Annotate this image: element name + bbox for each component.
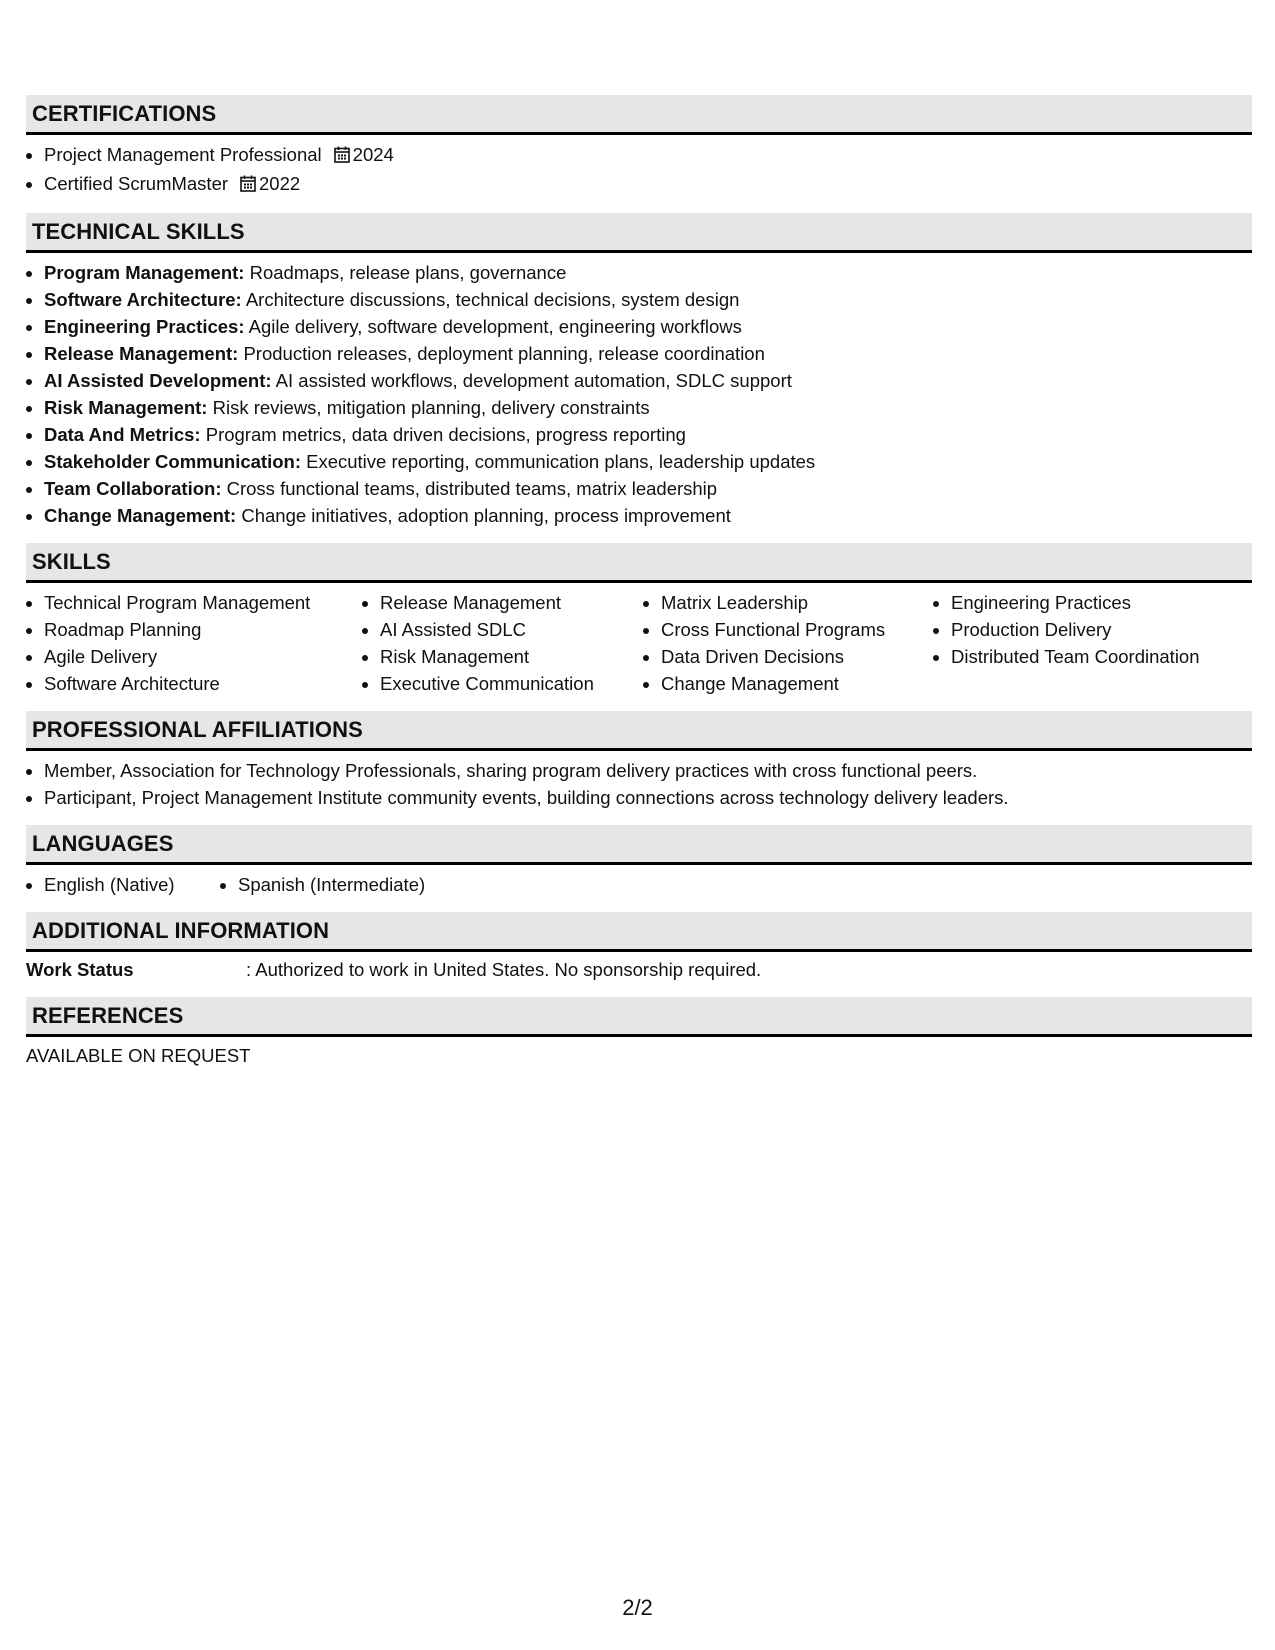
certifications-header [26, 95, 1252, 135]
skill-text: Roadmaps, release plans, governance [249, 262, 567, 283]
page-number: 2/2 [622, 1595, 653, 1620]
skill-label: Risk Management: [44, 397, 208, 418]
affiliations-section [26, 711, 1252, 811]
languages-header [26, 825, 1252, 865]
skills-column [643, 589, 933, 697]
skill-text: Architecture discussions, technical decisions, system design [245, 289, 740, 310]
skill-label: Software Architecture: [44, 289, 242, 310]
certifications-list [26, 135, 1252, 199]
languages-section [26, 825, 1252, 898]
skill-item: • Technical Program Management [44, 589, 362, 616]
technical-skills-list [26, 253, 1252, 529]
affiliations-list [26, 751, 1252, 811]
skills-column [26, 589, 362, 697]
skill-item: • Production Delivery [951, 616, 1251, 643]
skill-text: Program metrics, data driven decisions, progress reporting [205, 424, 686, 445]
skill-text: Executive reporting, communication plans, leadership updates [306, 451, 816, 472]
calendar-icon [334, 143, 350, 170]
skills-section [26, 543, 1252, 697]
technical-skill-item [44, 367, 1252, 394]
additional-info-section [26, 912, 1252, 983]
skill-item: • Executive Communication [380, 670, 643, 697]
technical-skill-item [44, 502, 1252, 529]
skill-label: Release Management: [44, 343, 239, 364]
certifications-section [26, 95, 1252, 199]
language-item: • English (Native) [44, 871, 220, 898]
technical-skill-item [44, 394, 1252, 421]
section-title: LANGUAGES [32, 830, 174, 856]
skill-item: • Release Management [380, 589, 643, 616]
skill-item: • Risk Management [380, 643, 643, 670]
work-status-value: : Authorized to work in United States. No sponsorship required. [246, 959, 762, 980]
language-item: • Spanish (Intermediate) [238, 871, 425, 898]
skill-label: Team Collaboration: [44, 478, 222, 499]
skill-item: • Engineering Practices [951, 589, 1251, 616]
affiliation-item: • Participant, Project Management Institute community events, building connections across technology delivery leaders. [44, 784, 1252, 811]
certification-name: Certified ScrumMaster [44, 173, 229, 194]
affiliation-item: • Member, Association for Technology Professionals, sharing program delivery practices with cross functional peers. [44, 757, 1252, 784]
skills-column [933, 589, 1251, 697]
skill-label: AI Assisted Development: [44, 370, 272, 391]
skill-item: • Software Architecture [44, 670, 362, 697]
skill-label: Stakeholder Communication: [44, 451, 301, 472]
skill-item: • Distributed Team Coordination [951, 643, 1251, 670]
technical-skills-section [26, 213, 1252, 529]
work-status-row [26, 952, 1252, 983]
certification-year: 2024 [352, 144, 394, 165]
skill-label: Data And Metrics: [44, 424, 201, 445]
skill-text: Change initiatives, adoption planning, process improvement [241, 505, 731, 526]
technical-skill-item [44, 259, 1252, 286]
skills-header [26, 543, 1252, 583]
skill-item: • Matrix Leadership [661, 589, 933, 616]
references-section [26, 997, 1252, 1069]
skills-column [362, 589, 643, 697]
skill-label: Engineering Practices: [44, 316, 245, 337]
section-title: CERTIFICATIONS [32, 100, 217, 126]
section-title: PROFESSIONAL AFFILIATIONS [32, 716, 363, 742]
technical-skills-header [26, 213, 1252, 253]
technical-skill-item [44, 475, 1252, 502]
certification-year: 2022 [259, 173, 301, 194]
languages-list [26, 865, 1252, 898]
calendar-icon [240, 172, 256, 199]
certification-name: Project Management Professional [44, 144, 322, 165]
technical-skill-item [44, 421, 1252, 448]
section-title: TECHNICAL SKILLS [32, 218, 245, 244]
skill-text: Cross functional teams, distributed teams, matrix leadership [226, 478, 718, 499]
affiliations-header [26, 711, 1252, 751]
technical-skill-item [44, 448, 1252, 475]
certification-item [44, 170, 1252, 199]
references-header [26, 997, 1252, 1037]
technical-skill-item [44, 286, 1252, 313]
skill-text: Agile delivery, software development, engineering workflows [248, 316, 742, 337]
skill-text: Risk reviews, mitigation planning, delivery constraints [212, 397, 650, 418]
skill-item: • Cross Functional Programs [661, 616, 933, 643]
skill-label: Program Management: [44, 262, 245, 283]
work-status-label: Work Status [26, 959, 134, 980]
skill-label: Change Management: [44, 505, 237, 526]
certification-item [44, 141, 1252, 170]
skill-item: • Roadmap Planning [44, 616, 362, 643]
references-text: AVAILABLE ON REQUEST [26, 1045, 251, 1066]
skills-grid [26, 583, 1252, 697]
language-column [220, 871, 425, 898]
section-title: ADDITIONAL INFORMATION [32, 917, 330, 943]
skill-item: • AI Assisted SDLC [380, 616, 643, 643]
additional-info-header [26, 912, 1252, 952]
section-title: REFERENCES [32, 1002, 184, 1028]
skill-item: • Data Driven Decisions [661, 643, 933, 670]
resume-page [26, 95, 1252, 1083]
skill-item: • Agile Delivery [44, 643, 362, 670]
skill-text: Production releases, deployment planning, release coordination [243, 343, 765, 364]
technical-skill-item [44, 313, 1252, 340]
skill-text: AI assisted workflows, development automation, SDLC support [275, 370, 792, 391]
language-column [26, 871, 220, 898]
technical-skill-item [44, 340, 1252, 367]
section-title: SKILLS [32, 548, 111, 574]
skill-item: • Change Management [661, 670, 933, 697]
